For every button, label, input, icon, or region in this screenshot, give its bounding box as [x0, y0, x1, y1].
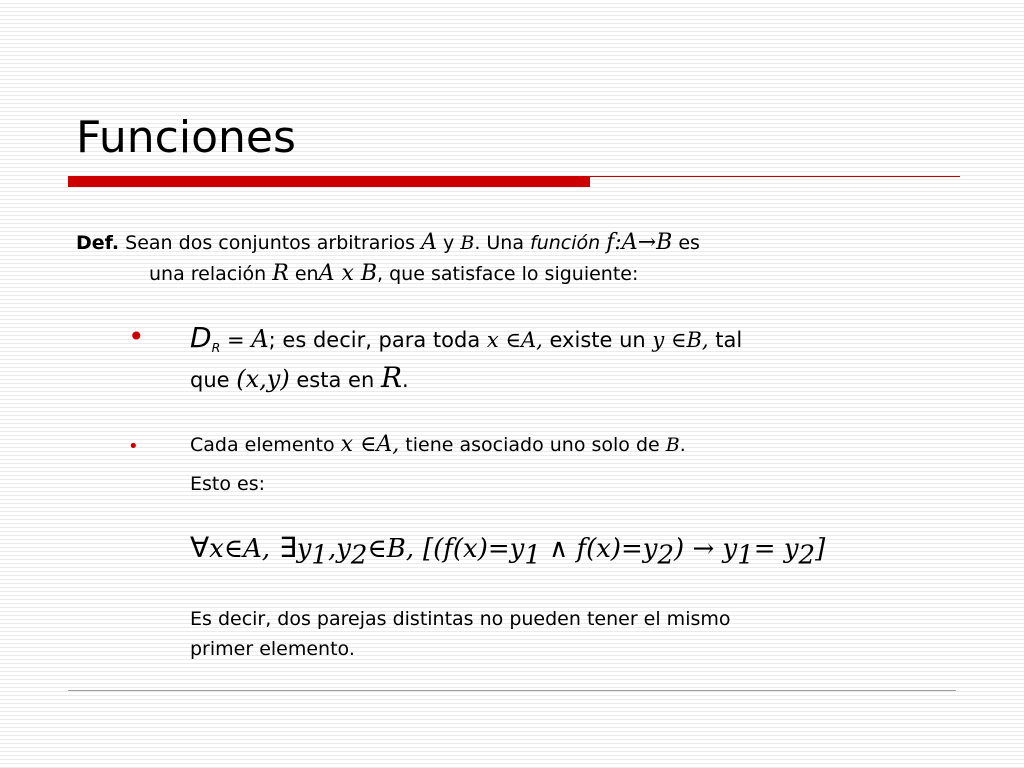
period: .	[402, 368, 409, 392]
x-in-a: x ∈A,	[486, 328, 543, 352]
formula-part-1: x∈A,	[209, 534, 271, 564]
relation-r: R	[380, 361, 403, 394]
subscript-4: 2	[657, 540, 675, 571]
existe-text: existe un	[549, 328, 646, 352]
x-in-a: x ∈A,	[340, 432, 400, 457]
subscript-5: 1	[737, 540, 754, 571]
bullet-2-marker: •	[128, 436, 139, 457]
formula-part-3c: )	[674, 534, 685, 564]
formula-part-3b: f(x)=y	[576, 534, 658, 564]
cartesian-product: A x B	[318, 261, 378, 286]
y-in-b: y ∈B,	[652, 328, 709, 352]
subscript-1: 1	[311, 540, 328, 571]
set-b: B	[460, 232, 475, 254]
and-symbol: ∧	[540, 534, 577, 564]
forall-symbol: ∀	[190, 531, 210, 564]
formula-part-3a: [(f(x)=y	[423, 534, 525, 564]
bullet-1-marker: •	[128, 320, 145, 353]
bullet-2-line-2: Esto es:	[190, 473, 266, 495]
def-text: Sean dos conjuntos arbitrarios	[125, 232, 416, 254]
equals-sign: =	[227, 328, 245, 352]
slide-title: Funciones	[76, 112, 296, 163]
esta-en-text: esta en	[296, 368, 375, 392]
implies-arrow: →	[684, 534, 723, 564]
es-decir-line-2: primer elemento.	[190, 638, 355, 660]
func-signature: f:A→B	[606, 230, 673, 255]
d-r-subscript: R	[211, 340, 221, 356]
subscript-3: 1	[524, 540, 541, 571]
en-word: en	[294, 263, 319, 285]
formula-part-4c: ]	[815, 534, 826, 564]
def-text-2: una relación	[149, 263, 267, 285]
bullet-2-tail: tiene asociado uno solo de	[405, 434, 660, 456]
title-rule-thick	[68, 176, 590, 187]
es-word: es	[678, 232, 700, 254]
set-a: A	[421, 230, 437, 255]
formula-part-2b: ,y	[327, 534, 351, 564]
set-a: A	[251, 325, 269, 353]
bullet-2-line-1	[190, 430, 686, 460]
exists-symbol: ∃	[279, 531, 297, 564]
bullet-2-text: Cada elemento	[190, 434, 335, 456]
bullet-1-text: ; es decir, para toda	[268, 328, 481, 352]
relation-r: R	[272, 261, 289, 286]
def-tail: , que satisface lo siguiente:	[377, 263, 639, 285]
bullet-1-line-1	[190, 322, 742, 364]
set-b: B	[665, 434, 680, 456]
definition-line-1	[76, 228, 700, 258]
formula-part-4b: = y	[753, 534, 799, 564]
period: .	[679, 434, 686, 456]
tal-word: tal	[715, 328, 743, 352]
subscript-2: 2	[350, 540, 368, 571]
formula-part-2c: ∈B,	[367, 534, 415, 564]
def-label: Def.	[76, 232, 120, 254]
definition-line-2	[149, 259, 638, 289]
and-word: y	[443, 232, 455, 254]
que-word: que	[190, 368, 230, 392]
funcion-word: función	[530, 232, 601, 254]
una-word: . Una	[474, 232, 524, 254]
subscript-6: 2	[798, 540, 816, 571]
footer-rule	[68, 690, 956, 691]
es-decir-line-1: Es decir, dos parejas distintas no pueden tener el mismo	[190, 608, 731, 630]
formula-part-4a: y	[722, 534, 738, 564]
pair-xy: (x,y)	[236, 365, 290, 393]
formula-part-2a: y	[296, 534, 312, 564]
d-r-symbol: D	[190, 321, 212, 354]
uniqueness-formula	[190, 528, 825, 576]
bullet-1-line-2	[190, 362, 409, 396]
